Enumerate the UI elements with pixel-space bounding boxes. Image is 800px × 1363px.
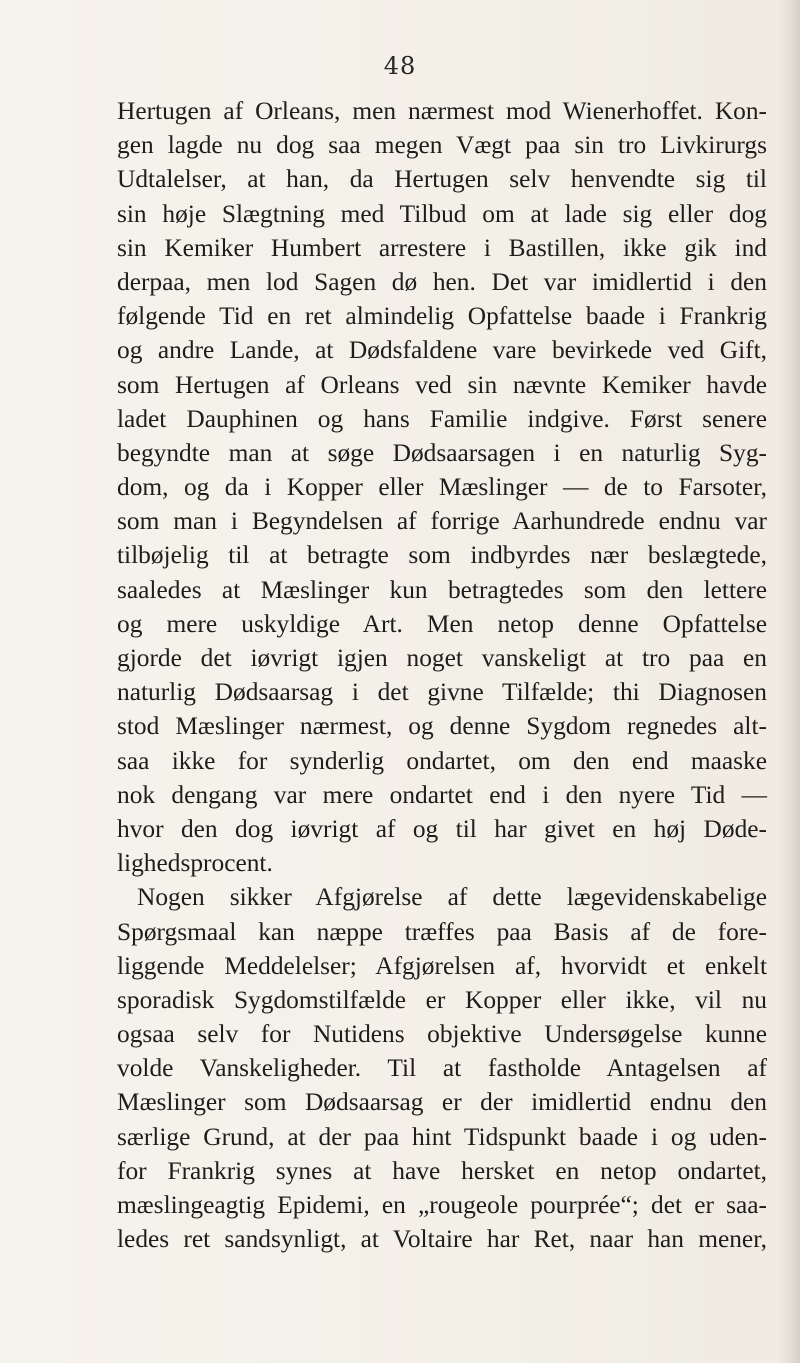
text-line: dom, og da i Kopper eller Mæslinger — de to Farsoter, [117, 473, 767, 502]
text-line: saaledes at Mæslinger kun betragtedes som den lettere [117, 575, 767, 604]
page-edge-shadow [778, 0, 800, 1363]
text-line: Nogen sikker Afgjørelse af dette lægevidenskabelige [137, 883, 767, 912]
text-line: for Frankrig synes at have hersket en netop ondartet, [117, 1156, 767, 1185]
text-line: saa ikke for synderlig ondartet, om den end maaske [117, 746, 767, 775]
text-line: som Hertugen af Orleans ved sin nævnte Kemiker havde [117, 370, 767, 399]
text-line: som man i Begyndelsen af forrige Aarhundrede endnu var [117, 507, 767, 536]
text-line: Udtalelser, at han, da Hertugen selv henvendte sig til [117, 165, 767, 194]
text-line: volde Vanskeligheder. Til at fastholde Antagelsen af [117, 1054, 767, 1083]
text-line: derpaa, men lod Sagen dø hen. Det var imidlertid i den [117, 267, 767, 296]
text-line: ladet Dauphinen og hans Familie indgive. Først senere [117, 404, 767, 433]
text-line: og mere uskyldige Art. Men netop denne Opfattelse [117, 609, 767, 638]
text-line: mæslingeagtig Epidemi, en „rougeole pourprée“; det er saa- [117, 1191, 767, 1219]
text-line: og andre Lande, at Dødsfaldene vare bevirkede ved Gift, [117, 336, 767, 365]
text-line: sin Kemiker Humbert arrestere i Bastillen, ikke gik ind [117, 233, 767, 262]
text-line: stod Mæslinger nærmest, og denne Sygdom regnedes alt- [117, 712, 767, 741]
text-line: lighedsprocent. [117, 849, 273, 878]
text-line: sin høje Slægtning med Tilbud om at lade sig eller dog [117, 199, 767, 228]
text-line: gjorde det iøvrigt igjen noget vanskeligt at tro paa en [117, 644, 767, 672]
text-line: Hertugen af Orleans, men nærmest mod Wienerhoffet. Kon- [117, 97, 767, 125]
text-line: nok dengang var mere ondartet end i den nyere Tid — [117, 780, 767, 809]
page-number: 48 [383, 52, 417, 80]
text-line: særlige Grund, at der paa hint Tidspunkt baade i og uden- [117, 1122, 767, 1151]
text-line: ledes ret sandsynligt, at Voltaire har Ret, naar han mener, [117, 1225, 767, 1254]
text-line: følgende Tid en ret almindelig Opfattelse baade i Frankrig [117, 302, 767, 331]
text-line: gen lagde nu dog saa megen Vægt paa sin tro Livkirurgs [117, 131, 767, 160]
text-line: Mæslinger som Dødsaarsag er der imidlertid endnu den [117, 1088, 767, 1117]
text-line: ogsaa selv for Nutidens objektive Undersøgelse kunne [117, 1020, 767, 1049]
text-line: tilbøjelig til at betragte som indbyrdes nær beslægtede, [117, 541, 767, 570]
text-line: hvor den dog iøvrigt af og til har givet en høj Døde- [117, 814, 767, 843]
text-line: naturlig Dødsaarsag i det givne Tilfælde; thi Diagnosen [117, 678, 767, 707]
text-line: sporadisk Sygdomstilfælde er Kopper eller ikke, vil nu [117, 985, 767, 1014]
body-text [117, 94, 767, 1256]
text-line: begyndte man at søge Dødsaarsagen i en naturlig Syg- [117, 438, 767, 467]
text-line: liggende Meddelelser; Afgjørelsen af, hvorvidt et enkelt [117, 951, 767, 980]
text-line: Spørgsmaal kan næppe træffes paa Basis af de fore- [117, 917, 767, 946]
